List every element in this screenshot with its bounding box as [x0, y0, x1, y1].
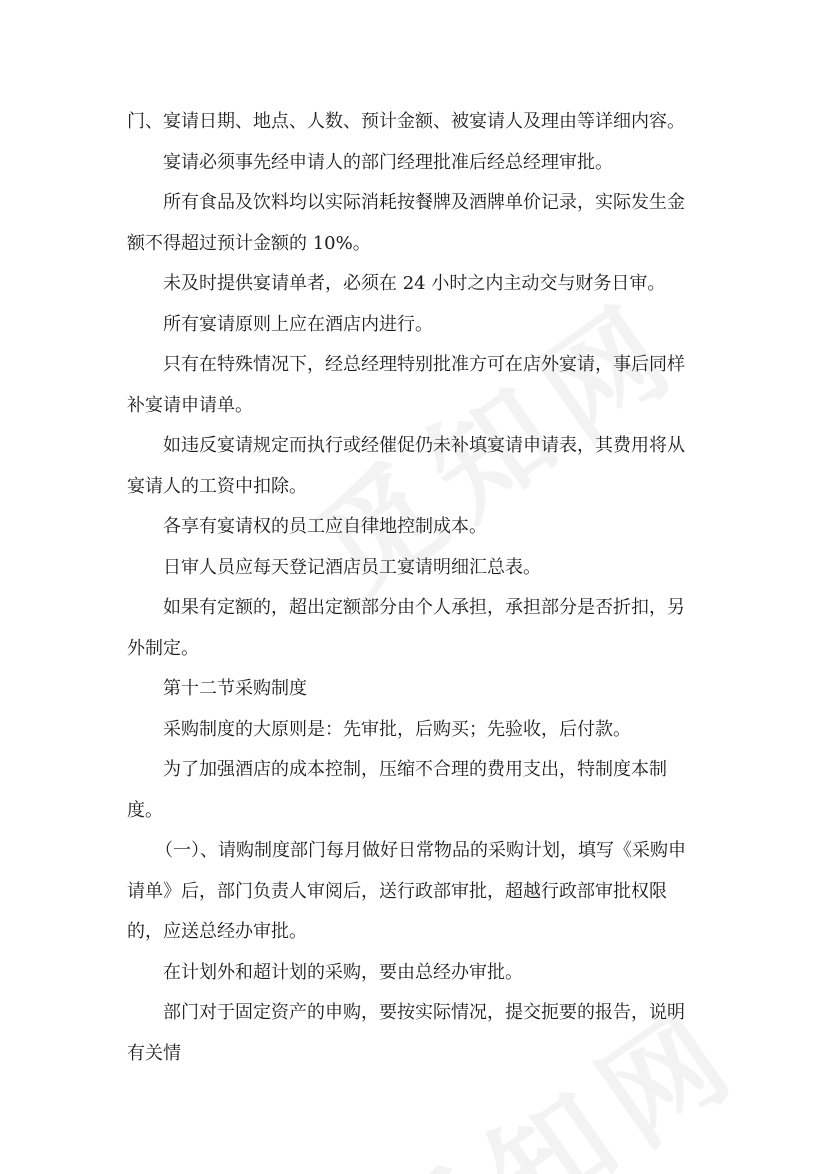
paragraph: 在计划外和超计划的采购，要由总经办审批。 [163, 961, 523, 983]
paragraph: 部门对于固定资产的申购，要按实际情况，提交扼要的报告，说明有关情 [127, 1002, 685, 1064]
paragraph: 门、宴请日期、地点、人数、预计金额、被宴请人及理由等详细内容。 [127, 111, 685, 132]
paragraph: 宴请必须事先经申请人的部门经理批准后经总经理审批。 [163, 151, 613, 173]
paragraph: 日审人员应每天登记酒店员工宴请明细汇总表。 [163, 556, 541, 578]
paragraph: 如果有定额的，超出定额部分由个人承担，承担部分是否折扣，另外制定。 [127, 597, 685, 659]
paragraph: 只有在特殊情况下，经总经理特别批准方可在店外宴请，事后同样补宴请申请单。 [127, 354, 685, 416]
paragraph: （一）、请购制度部门每月做好日常物品的采购计划，填写《采购申请单》后，部门负责人审阅后，送行政部审批，超越行政部审批权限的，应送总经办审批。 [127, 840, 686, 942]
paragraph: 所有宴请原则上应在酒店内进行。 [163, 313, 433, 335]
paragraph: 所有食品及饮料均以实际消耗按餐牌及酒牌单价记录，实际发生金额不得超过预计金额的 10%。 [127, 192, 685, 254]
paragraph: 如违反宴请规定而执行或经催促仍未补填宴请申请表，其费用将从宴请人的工资中扣除。 [127, 435, 685, 497]
paragraph: 采购制度的大原则是：先审批，后购买；先验收，后付款。 [163, 718, 631, 740]
paragraph: 为了加强酒店的成本控制，压缩不合理的费用支出，特制度本制度。 [127, 759, 667, 821]
document-body [127, 102, 697, 1074]
paragraph: 各享有宴请权的员工应自律地控制成本。 [163, 516, 487, 537]
paragraph: 未及时提供宴请单者，必须在 24 小时之内主动交与财务日审。 [163, 273, 666, 294]
section-heading: 第十二节采购制度 [163, 678, 307, 699]
